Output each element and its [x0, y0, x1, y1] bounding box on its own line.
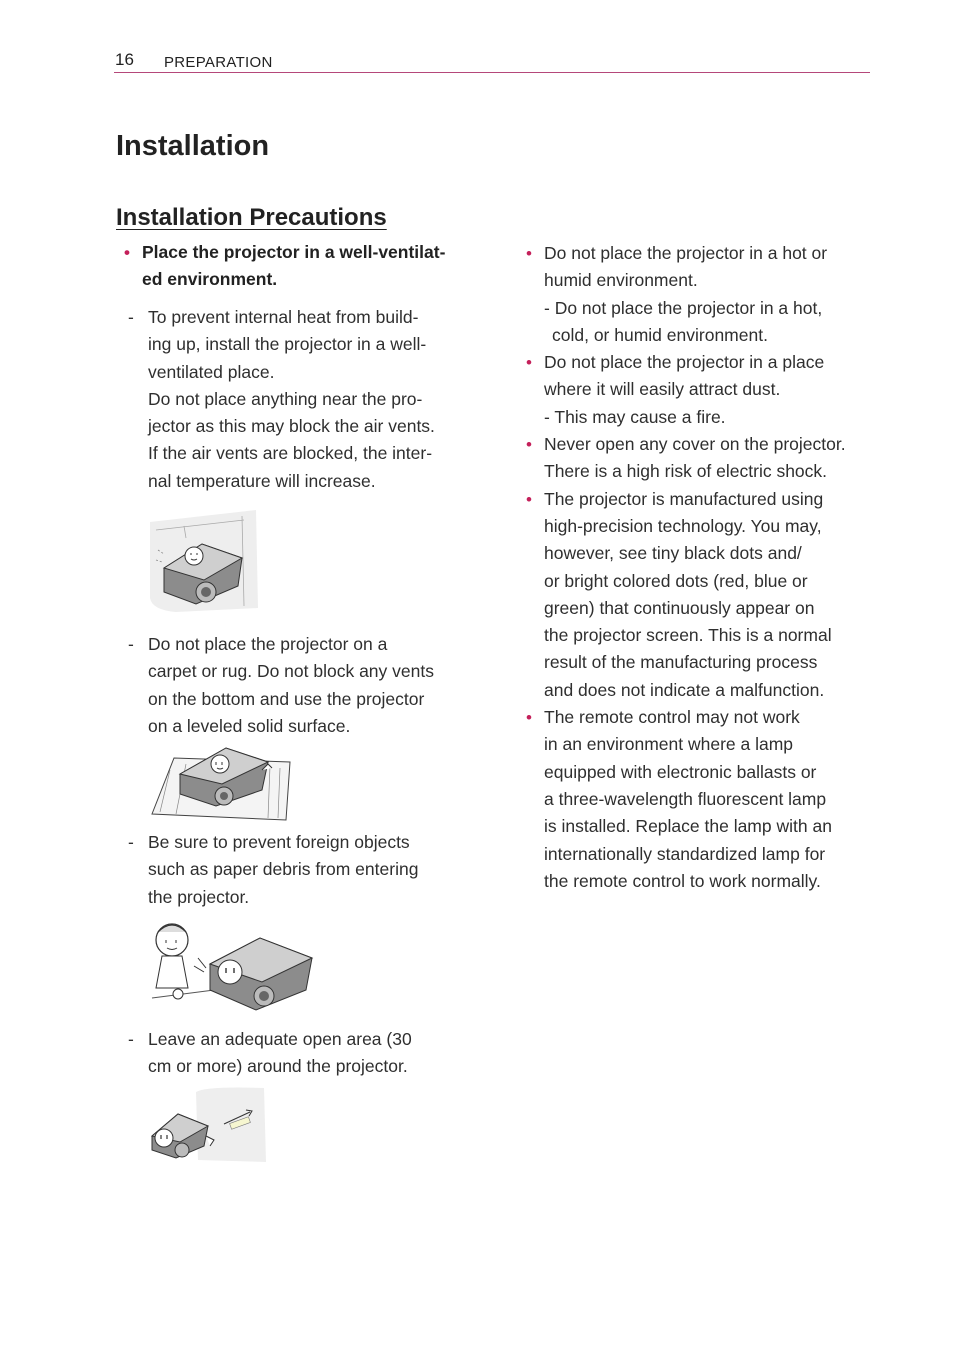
section-subtitle: Installation Precautions [116, 204, 387, 231]
bullet-cover: • Never open any cover on the projector. There is a high risk of electric shock. [524, 431, 884, 486]
section-name: PREPARATION [164, 54, 273, 71]
bullet-dots: • The projector is manufactured using high-precision technology. You may, however, see tiny black dots and/ or bright colored dots (red, blue or green) that continuously appear on the projector screen. This is a normal result of the manufacturing process and does not indicate a malfunction. [524, 486, 884, 704]
bullet-hot-humid: • Do not place the projector in a hot or humid environment. - Do not place the projector in a hot, cold, or humid environment. [524, 240, 884, 349]
page-header [114, 48, 870, 73]
projector-clearance-illustration [146, 1084, 268, 1166]
page-title: Installation [116, 130, 270, 162]
bullet-dust: • Do not place the projector in a place where it will easily attract dust. - This may cause a fire. [524, 349, 884, 431]
projector-child-illustration [148, 918, 316, 1016]
ventilation-bullet: • Place the projector in a well-ventilat- ed environment. [122, 239, 472, 294]
right-column [524, 240, 884, 895]
projector-rug-illustration [150, 740, 294, 822]
bullet-remote: • The remote control may not work in an environment where a lamp equipped with electronic ballasts or a three-wavelength fluorescent lamp is installed. Replace the lamp with an internationally standardized lamp for the remote control to work normally. [524, 704, 884, 895]
item-carpet: - Do not place the projector on a carpet or rug. Do not block any vents on the bottom and use the projector on a leveled solid surface. [128, 634, 434, 736]
page-number: 16 [115, 50, 134, 69]
item-foreign-objects: - Be sure to prevent foreign objects such as paper debris from entering the projector. [128, 832, 419, 907]
projector-wall-illustration [146, 508, 260, 614]
item-ventilation: - To prevent internal heat from build- ing up, install the projector in a well- ventilated place. Do not place anything near the pro- jector as this may block the air vents. If the air vents are blocked, the inter- nal temperature will increase. [128, 307, 435, 491]
left-column [122, 239, 472, 294]
item-open-area: - Leave an adequate open area (30 cm or more) around the projector. [128, 1029, 412, 1077]
